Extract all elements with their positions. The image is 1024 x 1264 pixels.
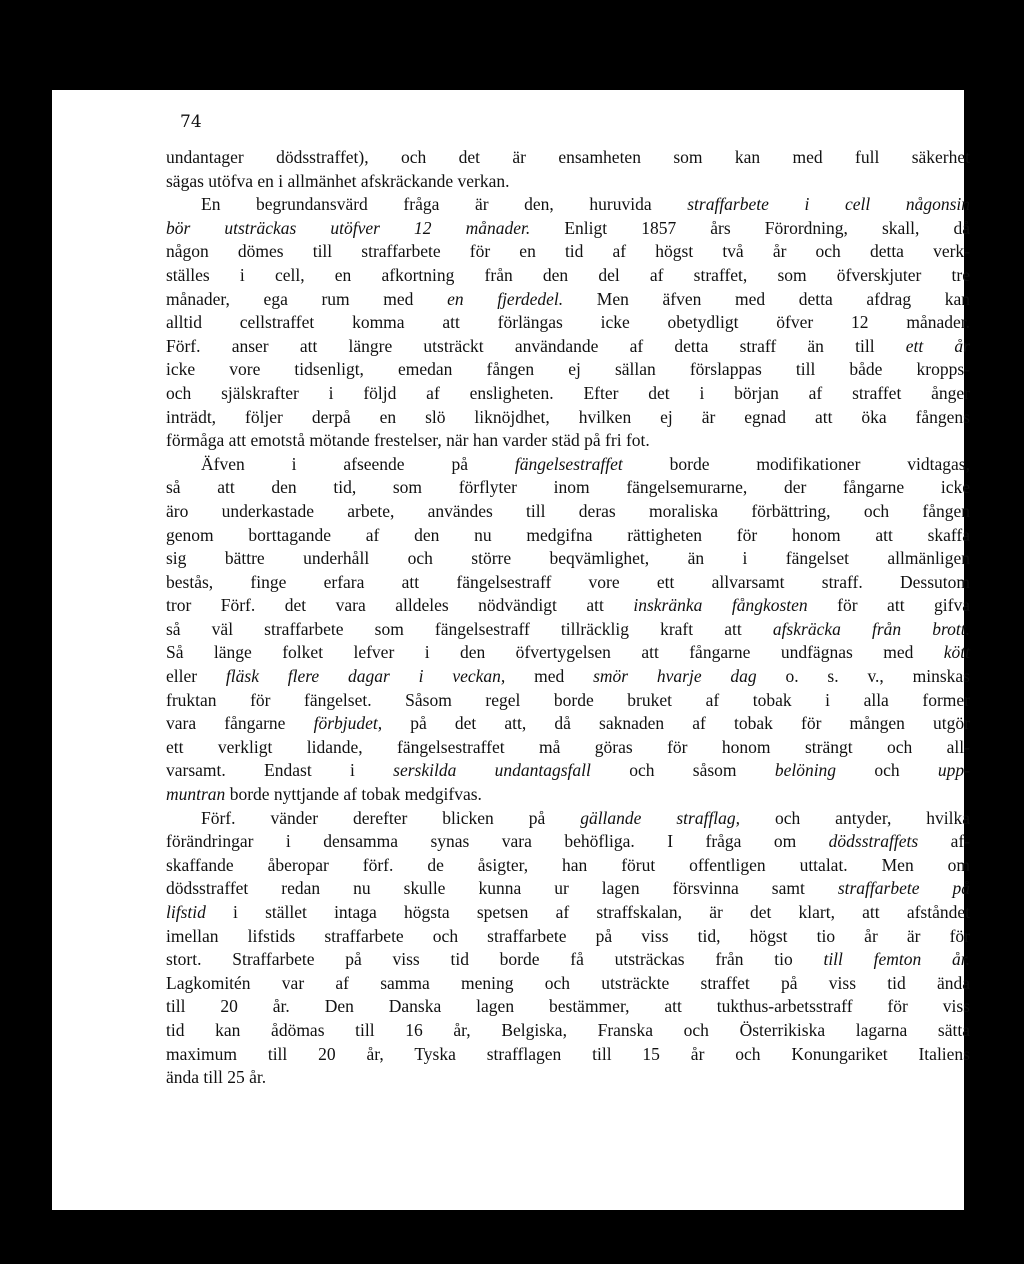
text-line [166, 240, 970, 264]
text-line [166, 736, 970, 760]
text-line [166, 925, 970, 949]
text-line [166, 901, 970, 925]
text-line [166, 335, 970, 359]
text-segment: varsamt. Endast i [166, 760, 394, 781]
text-segment: bestås, finge erfara att fängelsestraff vore ett allvarsamt straff. Dessutom [166, 571, 970, 592]
text-segment: och [836, 760, 938, 781]
italic-text: gällande strafflag, [580, 807, 741, 828]
text-line [166, 712, 970, 736]
text-line [166, 1066, 970, 1090]
text-segment: En begrundansvärd fråga är den, huruvida [166, 194, 688, 215]
text-segment: stort. Straffarbete på viss tid borde få utsträckas från tio [166, 949, 824, 970]
text-segment: i stället intaga högsta spetsen af straffskalan, är det klart, att afståndet [205, 902, 970, 922]
italic-text: afskräcka från brott. [772, 618, 970, 639]
text-segment: så att den tid, som förflyter inom fängelsemurarne, der fångarne icke [166, 477, 970, 498]
italic-text: muntran [166, 784, 226, 805]
text-line [166, 571, 970, 595]
text-segment: Äfven i afseende på [166, 453, 515, 474]
text-segment: fruktan för fängelset. Såsom regel borde bruket af tobak i alla former [166, 689, 970, 710]
text-line [166, 217, 970, 241]
text-segment: ända till 25 år. [166, 1067, 267, 1088]
text-segment: borde modifikationer vidtagas, [622, 453, 970, 474]
text-line [166, 689, 970, 713]
italic-text: lifstid [166, 902, 206, 922]
italic-text: till femton år. [823, 949, 971, 970]
text-line [166, 1019, 970, 1043]
text-segment: och antyder, hvilka [740, 807, 970, 828]
text-segment: månader, ega rum med [166, 288, 448, 309]
text-line [166, 170, 970, 194]
text-line [166, 453, 970, 477]
text-segment: sägas utöfva en i allmänhet afskräckande verkan. [166, 170, 510, 191]
text-line [166, 524, 970, 548]
text-segment: äro underkastade arbete, användes till deras moraliska förbättring, och fången [166, 500, 970, 521]
text-segment: alltid cellstraffet komma att förlängas icke obetydligt öfver 12 månader. [166, 312, 970, 333]
text-segment: förmåga att emotstå mötande frestelser, när han varder städ på fri fot. [166, 430, 650, 451]
text-segment: maximum till 20 år, Tyska strafflagen till 15 år och Konungariket Italiens [166, 1043, 970, 1064]
text-line [166, 759, 970, 783]
text-segment: eller [166, 666, 226, 687]
text-segment: så väl straffarbete som fängelsestraff tillräcklig kraft att [166, 618, 773, 639]
text-segment: Förf. vänder derefter blicken på [166, 807, 581, 828]
italic-text: bör utsträckas utöfver 12 månader. [166, 217, 531, 238]
text-segment: undantager dödsstraffet), och det är ensamheten som kan med full säkerhet [166, 147, 970, 167]
text-line [166, 948, 970, 972]
text-segment: inträdt, följer derpå en slö liknöjdhet, hvilken ej är egnad att öka fångens [166, 406, 970, 427]
italic-text: förbjudet, [313, 713, 383, 734]
text-segment: med [505, 666, 594, 687]
text-line [166, 854, 970, 878]
body-text [166, 146, 970, 1090]
italic-text: straffarbete i cell någonsin [687, 194, 970, 215]
italic-text: en fjerdedel. [447, 288, 564, 309]
text-line [166, 406, 970, 430]
text-segment: någon dömes till straffarbete för en tid af högst två år och detta verk- [166, 241, 970, 262]
text-segment: Enligt 1857 års Förordning, skall, då [530, 217, 970, 238]
text-segment: skaffande åberopar förf. de åsigter, han förut offentligen uttalat. Men om [166, 854, 970, 875]
text-segment: till 20 år. Den Danska lagen bestämmer, att tukthus-arbetsstraff för viss [166, 996, 970, 1017]
text-line [166, 807, 970, 831]
text-line [166, 382, 970, 406]
text-line [166, 193, 970, 217]
italic-text: inskränka fångkosten [633, 595, 808, 616]
text-segment: förändringar i densamma synas vara behöfliga. I fråga om [166, 831, 829, 852]
text-segment: o. s. v., minskas [756, 666, 970, 687]
text-segment: ett verkligt lidande, fängelsestraffet må göras för honom strängt och all- [166, 736, 970, 757]
text-segment: Förf. anser att längre utsträckt användande af detta straff än till [166, 335, 906, 356]
text-segment: för att gifva [807, 595, 970, 616]
italic-text: smör hvarje dag [593, 666, 757, 687]
italic-text: kött [943, 642, 970, 663]
text-segment: ställes i cell, en afkortning från den del af straffet, som öfverskjuter tre [166, 264, 970, 285]
book-page [52, 90, 971, 1210]
italic-text: dödsstraffets [828, 831, 919, 852]
text-line [166, 429, 970, 453]
text-line [166, 594, 970, 618]
text-segment: och såsom [590, 760, 775, 781]
text-line [166, 476, 970, 500]
page-number: 74 [180, 112, 202, 132]
text-segment: borde nyttjande af tobak medgifvas. [225, 784, 482, 805]
text-segment: tid kan ådömas till 16 år, Belgiska, Franska och Österrikiska lagarna sätta [166, 1019, 970, 1040]
text-line [166, 877, 970, 901]
text-segment: af- [918, 831, 970, 852]
text-line [166, 830, 970, 854]
text-segment: på det att, då saknaden af tobak för mången utgör [382, 713, 970, 734]
text-segment: Men äfven med detta afdrag kan [563, 288, 970, 309]
text-segment: dödsstraffet redan nu skulle kunna ur lagen försvinna samt [166, 878, 838, 899]
text-segment: vara fångarne [166, 713, 314, 734]
text-line [166, 288, 970, 312]
text-line [166, 311, 970, 335]
text-line [166, 618, 970, 642]
text-line [166, 146, 970, 170]
text-segment: sig bättre underhåll och större beqvämlighet, än i fängelset allmänligen [166, 548, 970, 569]
text-segment: Lagkomitén var af samma mening och utsträckte straffet på viss tid ända [166, 972, 970, 993]
italic-text: ett år [905, 335, 970, 356]
text-line [166, 358, 970, 382]
text-segment: och själskrafter i följd af ensligheten. Efter det i början af straffet ånger [166, 382, 970, 403]
text-segment: tror Förf. det vara alldeles nödvändigt att [166, 595, 634, 616]
text-segment: genom borttagande af den nu medgifna rättigheten för honom att skaffa [166, 524, 970, 545]
text-segment: Så länge folket lefver i den öfvertygelsen att fångarne undfägnas med [166, 642, 944, 663]
text-line [166, 1043, 970, 1067]
text-line [166, 641, 970, 665]
text-segment: imellan lifstids straffarbete och straffarbete på viss tid, högst tio år är för [166, 925, 970, 946]
italic-text: upp- [937, 760, 970, 781]
italic-text: straffarbete på [837, 878, 970, 899]
text-line [166, 264, 970, 288]
text-line [166, 995, 970, 1019]
text-line [166, 500, 970, 524]
text-line [166, 972, 970, 996]
italic-text: fläsk flere dagar i veckan, [225, 666, 506, 687]
text-line [166, 665, 970, 689]
italic-text: fängelsestraffet [514, 453, 623, 474]
italic-text: belöning [774, 760, 837, 781]
text-segment: icke vore tidsenligt, emedan fången ej sällan förslappas till både kropps- [166, 359, 970, 380]
italic-text: serskilda undantagsfall [393, 760, 591, 781]
text-line [166, 783, 970, 807]
text-line [166, 547, 970, 571]
